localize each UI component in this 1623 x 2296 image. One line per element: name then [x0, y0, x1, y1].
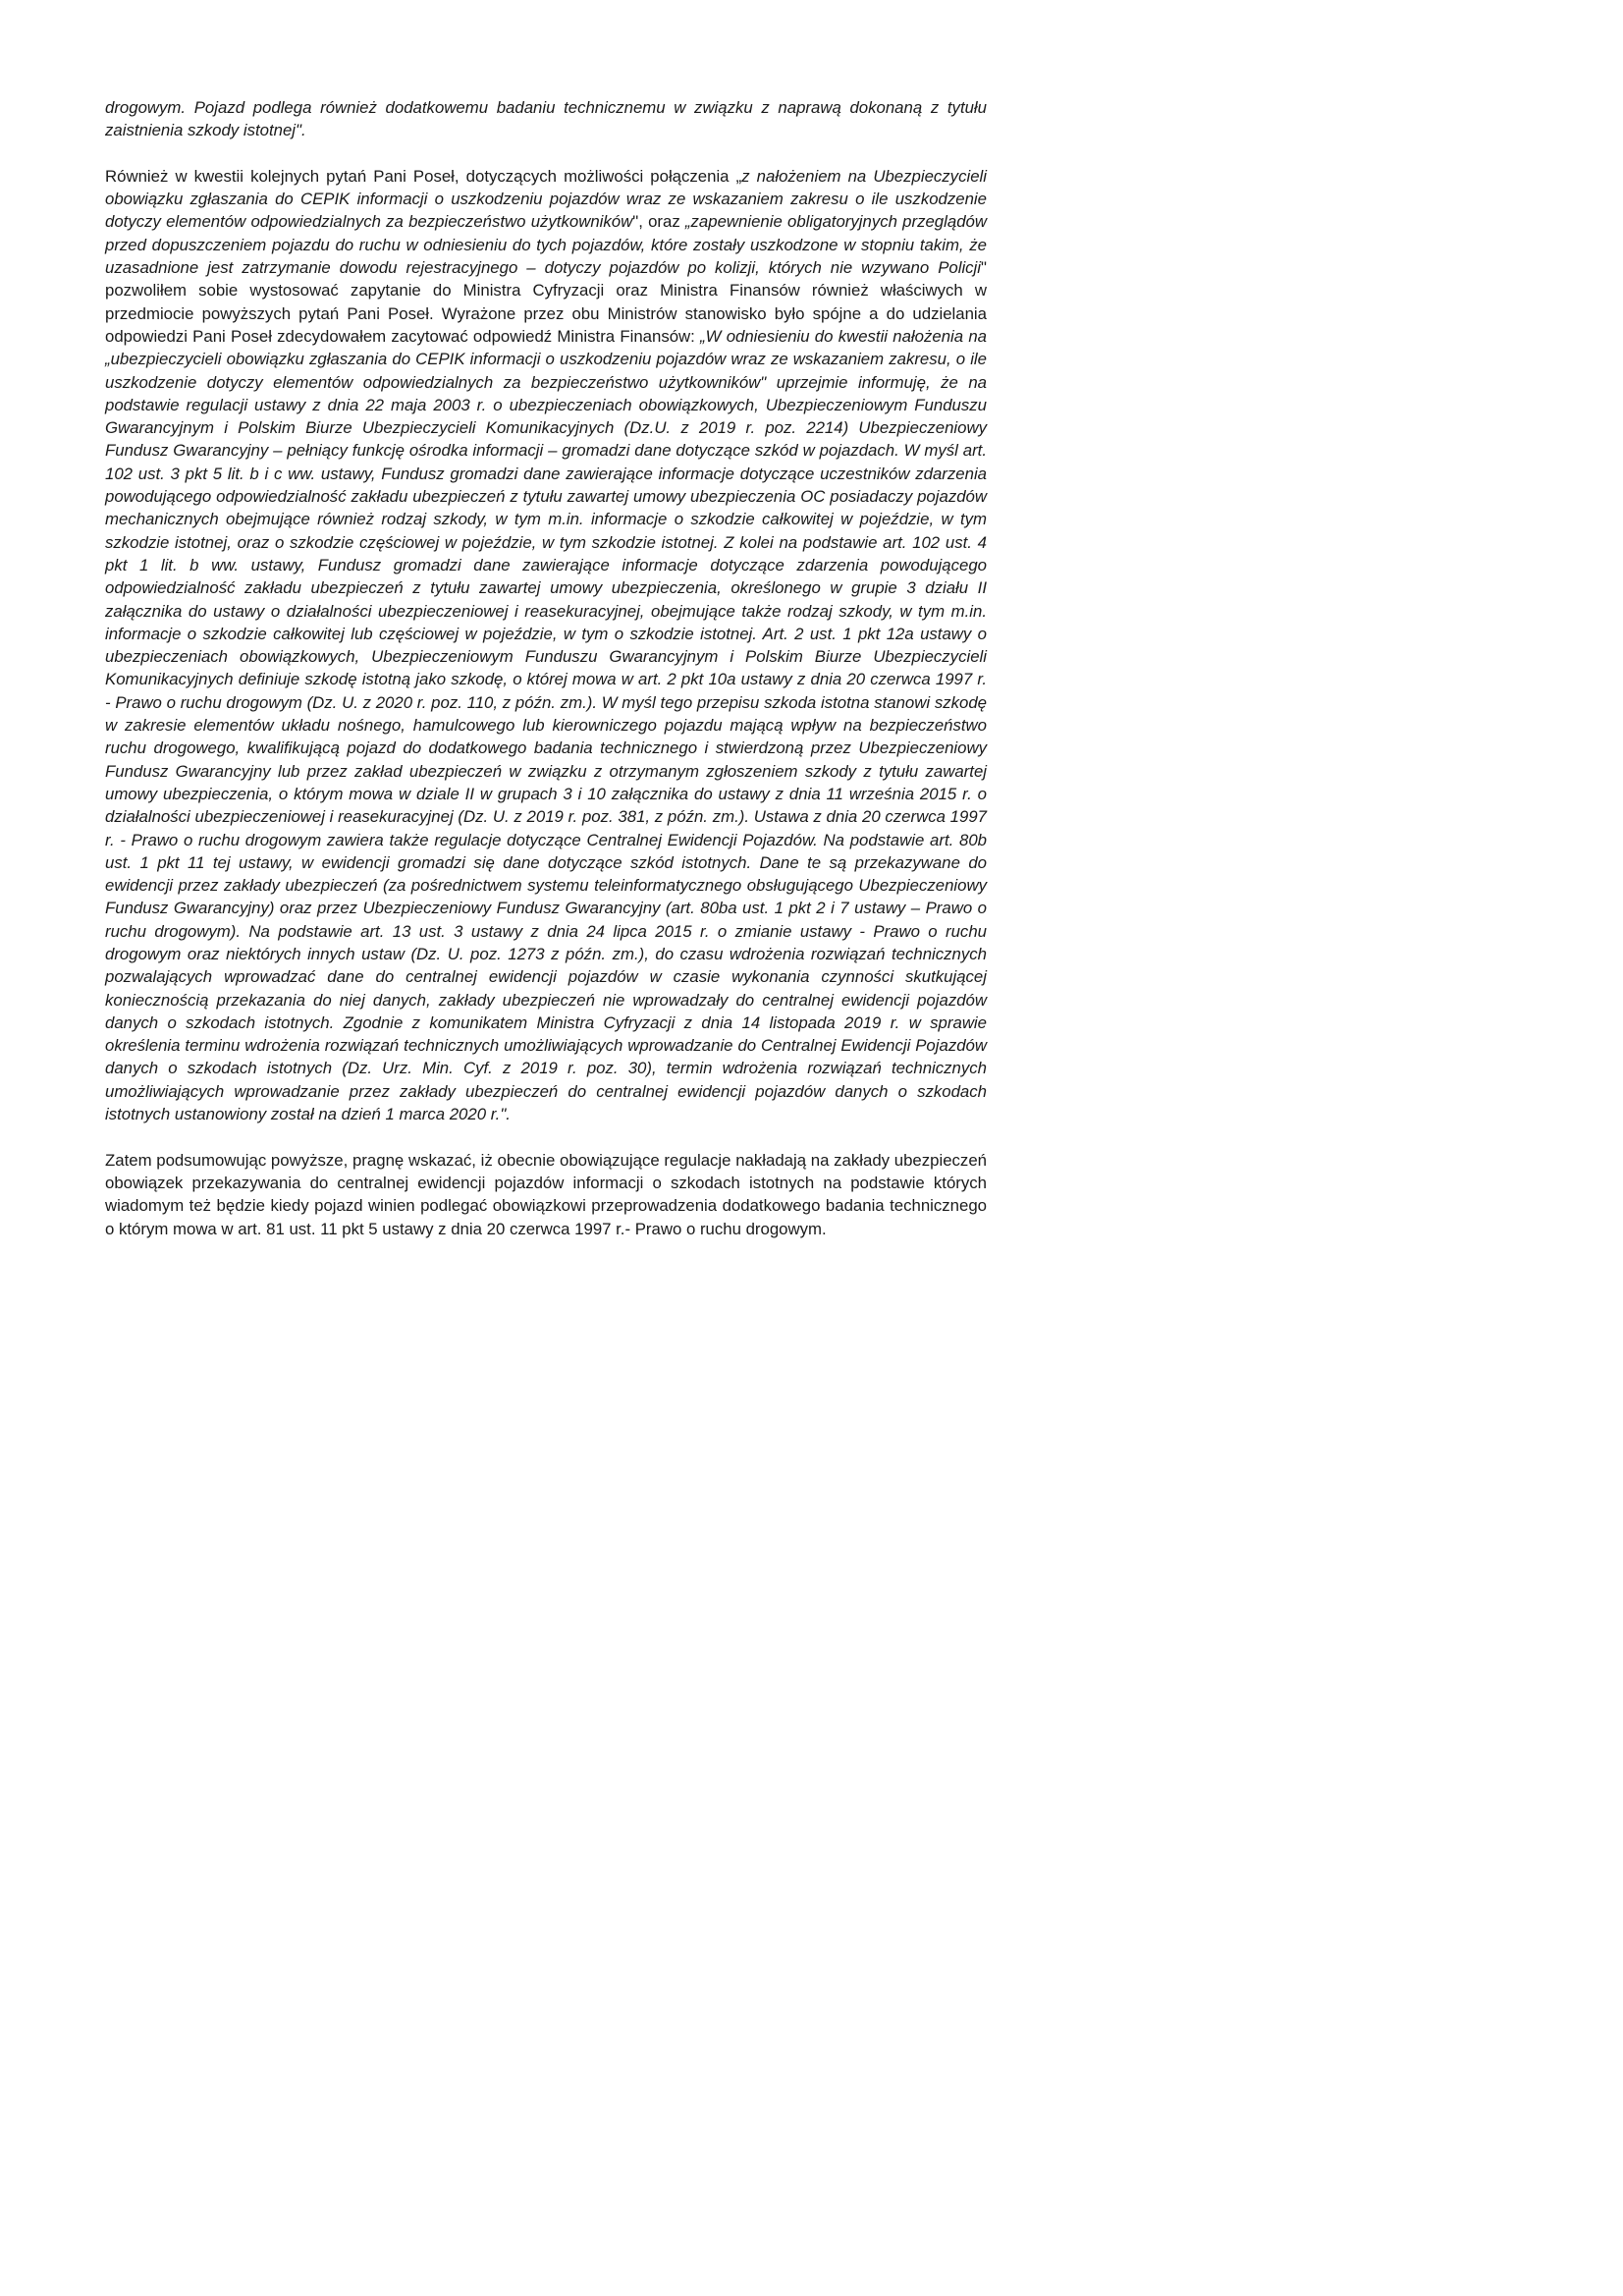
paragraph-summary: Zatem podsumowując powyższe, pragnę wskazać, iż obecnie obowiązujące regulacje nakładają na zakłady ubezpieczeń obowiązek przekazywania do centralnej ewidencji pojazdów informacji o szkodach istotnych na podstawie których wiadomym też będzie kiedy pojazd winien podlegać obowiązkowi przeprowadzenia dodatkowego badania technicznego o którym mowa w art. 81 ust. 11 pkt 5 ustawy z dnia 20 czerwca 1997 r.- Prawo o ruchu drogowym.	[105, 1150, 987, 1238]
document-page	[105, 96, 987, 1240]
quoted-question-1: z nałożeniem na Ubezpieczycieli obowiązku zgłaszania do CEPIK informacji o uszkodzeniu pojazdów wraz ze wskazaniem zakresu o ile uszkodzenie dotyczy elementów odpowiedzialnych za bezpieczeństwo użytkowników	[105, 166, 987, 232]
paragraph-intro: Również w kwestii kolejnych pytań Pani Poseł, dotyczących możliwości połączenia „	[105, 166, 742, 186]
paragraph-connector-2: " pozwoliłem sobie wystosować zapytanie do Ministra Cyfryzacji oraz Ministra Finansów również właściwych w przedmiocie powyższych pytań Pani Poseł. Wyrażone przez obu Ministrów stanowisko było spójne a do udzielania odpowiedzi Pani Poseł zdecydowałem zacytować odpowiedź Ministra Finansów:	[105, 258, 987, 346]
quoted-question-2: „zapewnienie obligatoryjnych przeglądów przed dopuszczeniem pojazdu do ruchu w odniesieniu do tych pojazdów, które zostały uszkodzone w stopniu takim, że uzasadnione jest zatrzymanie dowodu rejestracyjnego – dotyczy pojazdów po kolizji, których nie wzywano Policji	[105, 212, 987, 278]
minister-quote: „W odniesieniu do kwestii nałożenia na „ubezpieczycieli obowiązku zgłaszania do CEPIK informacji o uszkodzeniu pojazdów wraz ze wskazaniem zakresu, o ile uszkodzenie dotyczy elementów odpowiedzialnych za bezpieczeństwo użytkowników" uprzejmie informuję, że na podstawie regulacji ustawy z dnia 22 maja 2003 r. o ubezpieczeniach obowiązkowych, Ubezpieczeniowym Funduszu Gwarancyjnym i Polskim Biurze Ubezpieczycieli Komunikacyjnych (Dz.U. z 2019 r. poz. 2214) Ubezpieczeniowy Fundusz Gwarancyjny – pełniący funkcję ośrodka informacji – gromadzi dane dotyczące szkód w pojazdach. W myśl art. 102 ust. 3 pkt 5 lit. b i c ww. ustawy, Fundusz gromadzi dane zawierające informacje dotyczące uczestników zdarzenia powodującego odpowiedzialność zakładu ubezpieczeń z tytułu zawartej umowy ubezpieczenia OC posiadaczy pojazdów mechanicznych obejmujące również rodzaj szkody, w tym m.in. informacje o szkodzie całkowitej w pojeździe, w tym szkodzie istotnej, oraz o szkodzie częściowej w pojeździe, w tym szkodzie istotnej. Z kolei na podstawie art. 102 ust. 4 pkt 1 lit. b ww. ustawy, Fundusz gromadzi dane zawierające informacje dotyczące zdarzenia powodującego odpowiedzialność zakładu ubezpieczeń z tytułu zawartej umowy ubezpieczenia, określonego w grupie 3 działu II załącznika do ustawy o działalności ubezpieczeniowej i reasekuracyjnej, obejmujące także rodzaj szkody, w tym m.in. informacje o szkodzie całkowitej lub częściowej w pojeździe, w tym o szkodzie istotnej. Art. 2 ust. 1 pkt 12a ustawy o ubezpieczeniach obowiązkowych, Ubezpieczeniowym Funduszu Gwarancyjnym i Polskim Biurze Ubezpieczycieli Komunikacyjnych definiuje szkodę istotną jako szkodę, o której mowa w art. 2 pkt 10a ustawy z dnia 20 czerwca 1997 r. - Prawo o ruchu drogowym (Dz. U. z 2020 r. poz. 110, z późn. zm.). W myśl tego przepisu szkoda istotna stanowi szkodę w zakresie elementów układu nośnego, hamulcowego lub kierowniczego pojazdu mającą wpływ na bezpieczeństwo ruchu drogowego, kwalifikującą pojazd do dodatkowego badania technicznego i stwierdzoną przez Ubezpieczeniowy Fundusz Gwarancyjny lub przez zakład ubezpieczeń w związku z otrzymanym zgłoszeniem szkody z tytułu zawartej umowy ubezpieczenia, o którym mowa w dziale II w grupach 3 i 10 załącznika do ustawy z dnia 11 września 2015 r. o działalności ubezpieczeniowej i reasekuracyjnej (Dz. U. z 2019 r. poz. 381, z późn. zm.). Ustawa z dnia 20 czerwca 1997 r. - Prawo o ruchu drogowym zawiera także regulacje dotyczące Centralnej Ewidencji Pojazdów. Na podstawie art. 80b ust. 1 pkt 11 tej ustawy, w ewidencji gromadzi się dane dotyczące szkód istotnych. Dane te są przekazywane do ewidencji przez zakłady ubezpieczeń (za pośrednictwem systemu teleinformatycznego obsługującego Ubezpieczeniowy Fundusz Gwarancyjny) oraz przez Ubezpieczeniowy Fundusz Gwarancyjny (art. 80ba ust. 1 pkt 2 i 7 ustawy – Prawo o ruchu drogowym). Na podstawie art. 13 ust. 3 ustawy z dnia 24 lipca 2015 r. o zmianie ustawy - Prawo o ruchu drogowym oraz niektórych innych ustaw (Dz. U. poz. 1273 z późn. zm.), do czasu wdrożenia rozwiązań technicznych pozwalających wprowadzać dane do centralnej ewidencji pojazdów w czasie wykonania czynności skutkującej koniecznością przekazania do niej danych, zakłady ubezpieczeń nie wprowadzały do centralnej ewidencji pojazdów danych o szkodach istotnych. Zgodnie z komunikatem Ministra Cyfryzacji z dnia 14 listopada 2019 r. w sprawie określenia terminu wdrożenia rozwiązań technicznych umożliwiających wprowadzanie do Centralnej Ewidencji Pojazdów danych o szkodach istotnych (Dz. Urz. Min. Cyf. z 2019 r. poz. 30), termin wdrożenia rozwiązań technicznych umożliwiających wprowadzanie przez zakłady ubezpieczeń do centralnej ewidencji pojazdów danych o szkodach istotnych ustanowiony został na dzień 1 marca 2020 r.".	[105, 326, 987, 1124]
paragraph-connector-1: ", oraz	[632, 212, 685, 232]
paragraph-main	[105, 165, 987, 1125]
paragraph-continuation: drogowym. Pojazd podlega również dodatkowemu badaniu technicznemu w związku z naprawą dokonaną z tytułu zaistnienia szkody istotnej".	[105, 98, 987, 140]
